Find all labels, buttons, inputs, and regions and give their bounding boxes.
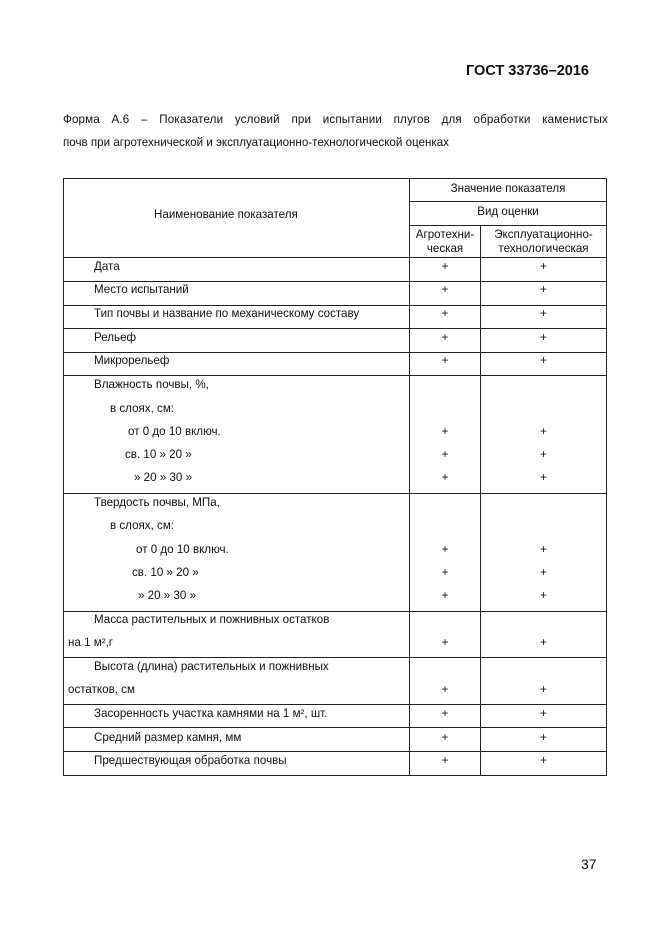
row-name: Средний размер камня, мм [94, 731, 242, 744]
residue-mass-expl-mark: + [540, 636, 547, 649]
header-agro-2: ческая [426, 242, 464, 255]
moisture-agro-mark: + [441, 425, 449, 438]
hardness-expl-mark: + [540, 543, 547, 556]
hardness-sub-label: от 0 до 10 включ. [136, 543, 229, 556]
row-agro-mark: + [441, 260, 449, 273]
hardness-sub-label: св. 10 » 20 » [132, 566, 199, 579]
moisture-agro-mark: + [441, 471, 449, 484]
indicators-table [63, 178, 607, 776]
caption-line-2: почв при агротехнической и эксплуатационно-технологической оценках [63, 136, 449, 149]
row-expl-mark: + [540, 754, 547, 767]
row-agro-mark: + [441, 307, 449, 320]
row-expl-mark: + [540, 354, 547, 367]
row-agro-mark: + [441, 331, 449, 344]
moisture-sub-label: » 20 » 30 » [134, 471, 193, 484]
hardness-layers: в слоях, см: [110, 519, 175, 532]
hardness-sub-label: » 20 » 30 » [138, 589, 197, 602]
residue-mass-agro-mark: + [441, 636, 449, 649]
row-agro-mark: + [441, 283, 449, 296]
header-indicator-value: Значение показателя [450, 182, 566, 195]
caption-line-1: Форма А.6 – Показатели условий при испытании плугов для обработки каменистых [63, 113, 608, 126]
moisture-title: Влажность почвы, %, [94, 378, 209, 391]
residue-height-agro-mark: + [441, 683, 449, 696]
row-name: Место испытаний [94, 283, 189, 296]
moisture-layers: в слоях, см: [110, 402, 175, 415]
standard-number: ГОСТ 33736–2016 [466, 63, 589, 79]
moisture-expl-mark: + [540, 425, 547, 438]
row-expl-mark: + [540, 283, 547, 296]
moisture-expl-mark: + [540, 448, 547, 461]
hardness-expl-mark: + [540, 566, 547, 579]
header-agro-1: Агротехни- [415, 228, 475, 241]
row-name: Засоренность участка камнями на 1 м², шт. [94, 707, 328, 720]
row-agro-mark: + [441, 707, 449, 720]
row-expl-mark: + [540, 260, 547, 273]
row-expl-mark: + [540, 307, 547, 320]
row-expl-mark: + [540, 707, 547, 720]
header-evaluation-kind: Вид оценки [477, 205, 539, 218]
residue-height-expl-mark: + [540, 683, 547, 696]
row-agro-mark: + [441, 731, 449, 744]
row-name: Микрорельеф [94, 354, 170, 367]
moisture-sub-label: св. 10 » 20 » [125, 448, 192, 461]
hardness-title: Твердость почвы, МПа, [94, 496, 220, 509]
moisture-sub-label: от 0 до 10 включ. [128, 425, 221, 438]
residue-mass-line-1: Масса растительных и пожнивных остатков [94, 613, 330, 626]
row-agro-mark: + [441, 754, 449, 767]
residue-mass-line-2: на 1 м²,г [68, 636, 114, 649]
hardness-agro-mark: + [441, 566, 449, 579]
hardness-agro-mark: + [441, 589, 449, 602]
row-agro-mark: + [441, 354, 449, 367]
row-expl-mark: + [540, 331, 547, 344]
residue-height-line-1: Высота (длина) растительных и пожнивных [94, 660, 329, 673]
moisture-expl-mark: + [540, 471, 547, 484]
header-indicator-name: Наименование показателя [154, 208, 298, 221]
row-name: Предшествующая обработка почвы [94, 754, 287, 767]
hardness-agro-mark: + [441, 543, 449, 556]
residue-height-line-2: остатков, см [68, 683, 135, 696]
row-expl-mark: + [540, 731, 547, 744]
moisture-agro-mark: + [441, 448, 449, 461]
hardness-expl-mark: + [540, 589, 547, 602]
header-expl-1: Эксплуатационно- [494, 228, 593, 241]
form-caption [63, 108, 608, 154]
row-name: Рельеф [94, 331, 137, 344]
row-name: Дата [94, 260, 120, 273]
page-number: 37 [581, 856, 597, 872]
row-name: Тип почвы и название по механическому составу [94, 307, 360, 320]
header-expl-2: технологическая [498, 242, 589, 255]
